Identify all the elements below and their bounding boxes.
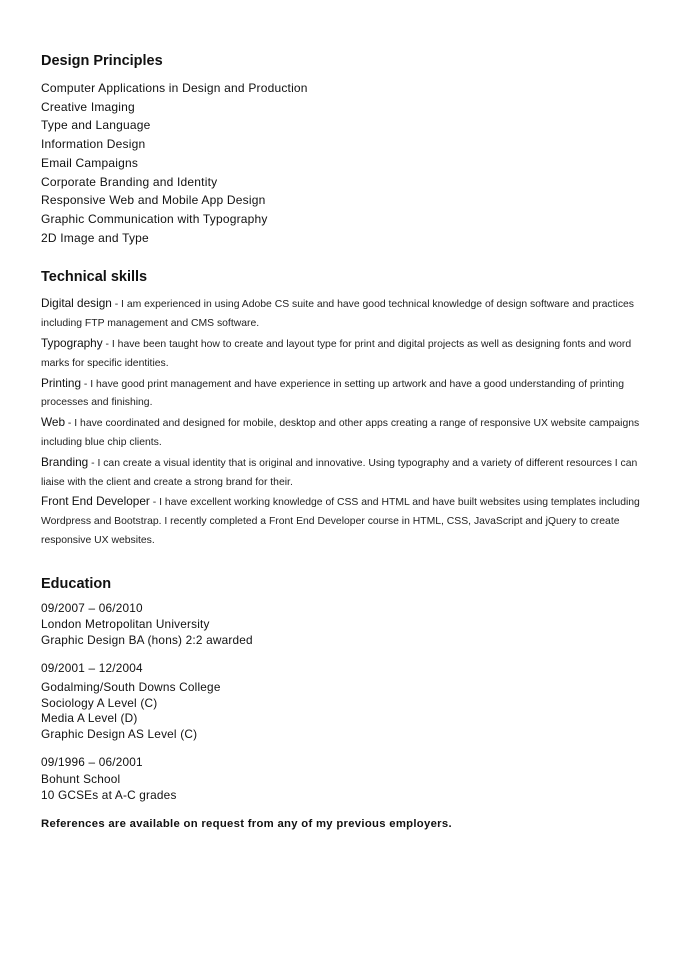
technical-skills-heading: Technical skills (41, 269, 148, 286)
design-principle-item: Email Campaigns (41, 155, 139, 170)
skill-front-end-developer (41, 492, 640, 550)
design-principle-item: Creative Imaging (41, 99, 135, 114)
education-dates: 09/2001 – 12/2004 (41, 661, 143, 676)
education-list (41, 601, 640, 804)
skill-description: - I have excellent working knowledge of CSS and HTML and have built websites using templates including Wordpress and Bootstrap. I recently completed a Front End Developer course in HTML, CSS, JavaScript and jQuery to create responsive UX websites. (41, 497, 640, 546)
education-qualification: Media A Level (D) (41, 711, 138, 726)
education-institution: Bohunt School (41, 772, 121, 787)
skill-description: - I have good print management and have experience in setting up artwork and have a good understanding of printing processes and finishing. (41, 378, 624, 409)
education-qualification: 10 GCSEs at A-C grades (41, 787, 177, 802)
technical-skills-list (41, 294, 640, 550)
skill-typography (41, 334, 640, 374)
education-entry (41, 661, 640, 742)
skill-name: Branding (41, 454, 89, 469)
skill-printing (41, 374, 640, 414)
skill-description: - I have been taught how to create and layout type for print and digital projects as well as designing fonts and word marks for specific identities. (41, 338, 632, 369)
education-entry (41, 601, 640, 649)
design-principle-item: Information Design (41, 137, 146, 152)
design-principle-item: Computer Applications in Design and Production (41, 81, 308, 95)
design-principle-item: Corporate Branding and Identity (41, 174, 218, 189)
skill-description: - I am experienced in using Adobe CS suite and have good technical knowledge of design software and practices including FTP management and CMS software. (41, 299, 634, 330)
design-principle-item: Graphic Communication with Typography (41, 211, 268, 226)
references-note: References are available on request from any of my previous employers. (41, 818, 452, 831)
education-institution: London Metropolitan University (41, 617, 210, 632)
education-dates: 09/1996 – 06/2001 (41, 755, 143, 770)
skill-description: - I can create a visual identity that is original and innovative. Using typography and a variety of different resources I can liaise with the client and create a strong brand for their. (41, 457, 638, 488)
skill-branding (41, 453, 640, 493)
skill-digital-design (41, 294, 640, 334)
design-principle-item: 2D Image and Type (41, 230, 149, 245)
skill-web (41, 413, 640, 453)
design-principles-list (41, 79, 640, 247)
education-qualification: Graphic Design AS Level (C) (41, 726, 198, 741)
education-dates: 09/2007 – 06/2010 (41, 600, 143, 615)
skill-name: Front End Developer (41, 494, 150, 509)
skill-name: Typography (41, 335, 103, 350)
skill-name: Digital design (41, 296, 112, 311)
education-qualification: Graphic Design BA (hons) 2:2 awarded (41, 632, 253, 647)
education-entry (41, 755, 640, 803)
education-heading: Education (41, 575, 112, 592)
design-principles-heading: Design Principles (41, 53, 163, 69)
skill-name: Printing (41, 375, 81, 390)
design-principle-item: Type and Language (41, 118, 151, 133)
education-institution: Godalming/South Downs College (41, 680, 221, 695)
design-principle-item: Responsive Web and Mobile App Design (41, 193, 266, 208)
skill-name: Web (41, 415, 66, 430)
skill-description: - I have coordinated and designed for mobile, desktop and other apps creating a range of responsive UX website campaigns including blue chip clients. (41, 418, 640, 448)
education-qualification: Sociology A Level (C) (41, 695, 158, 710)
